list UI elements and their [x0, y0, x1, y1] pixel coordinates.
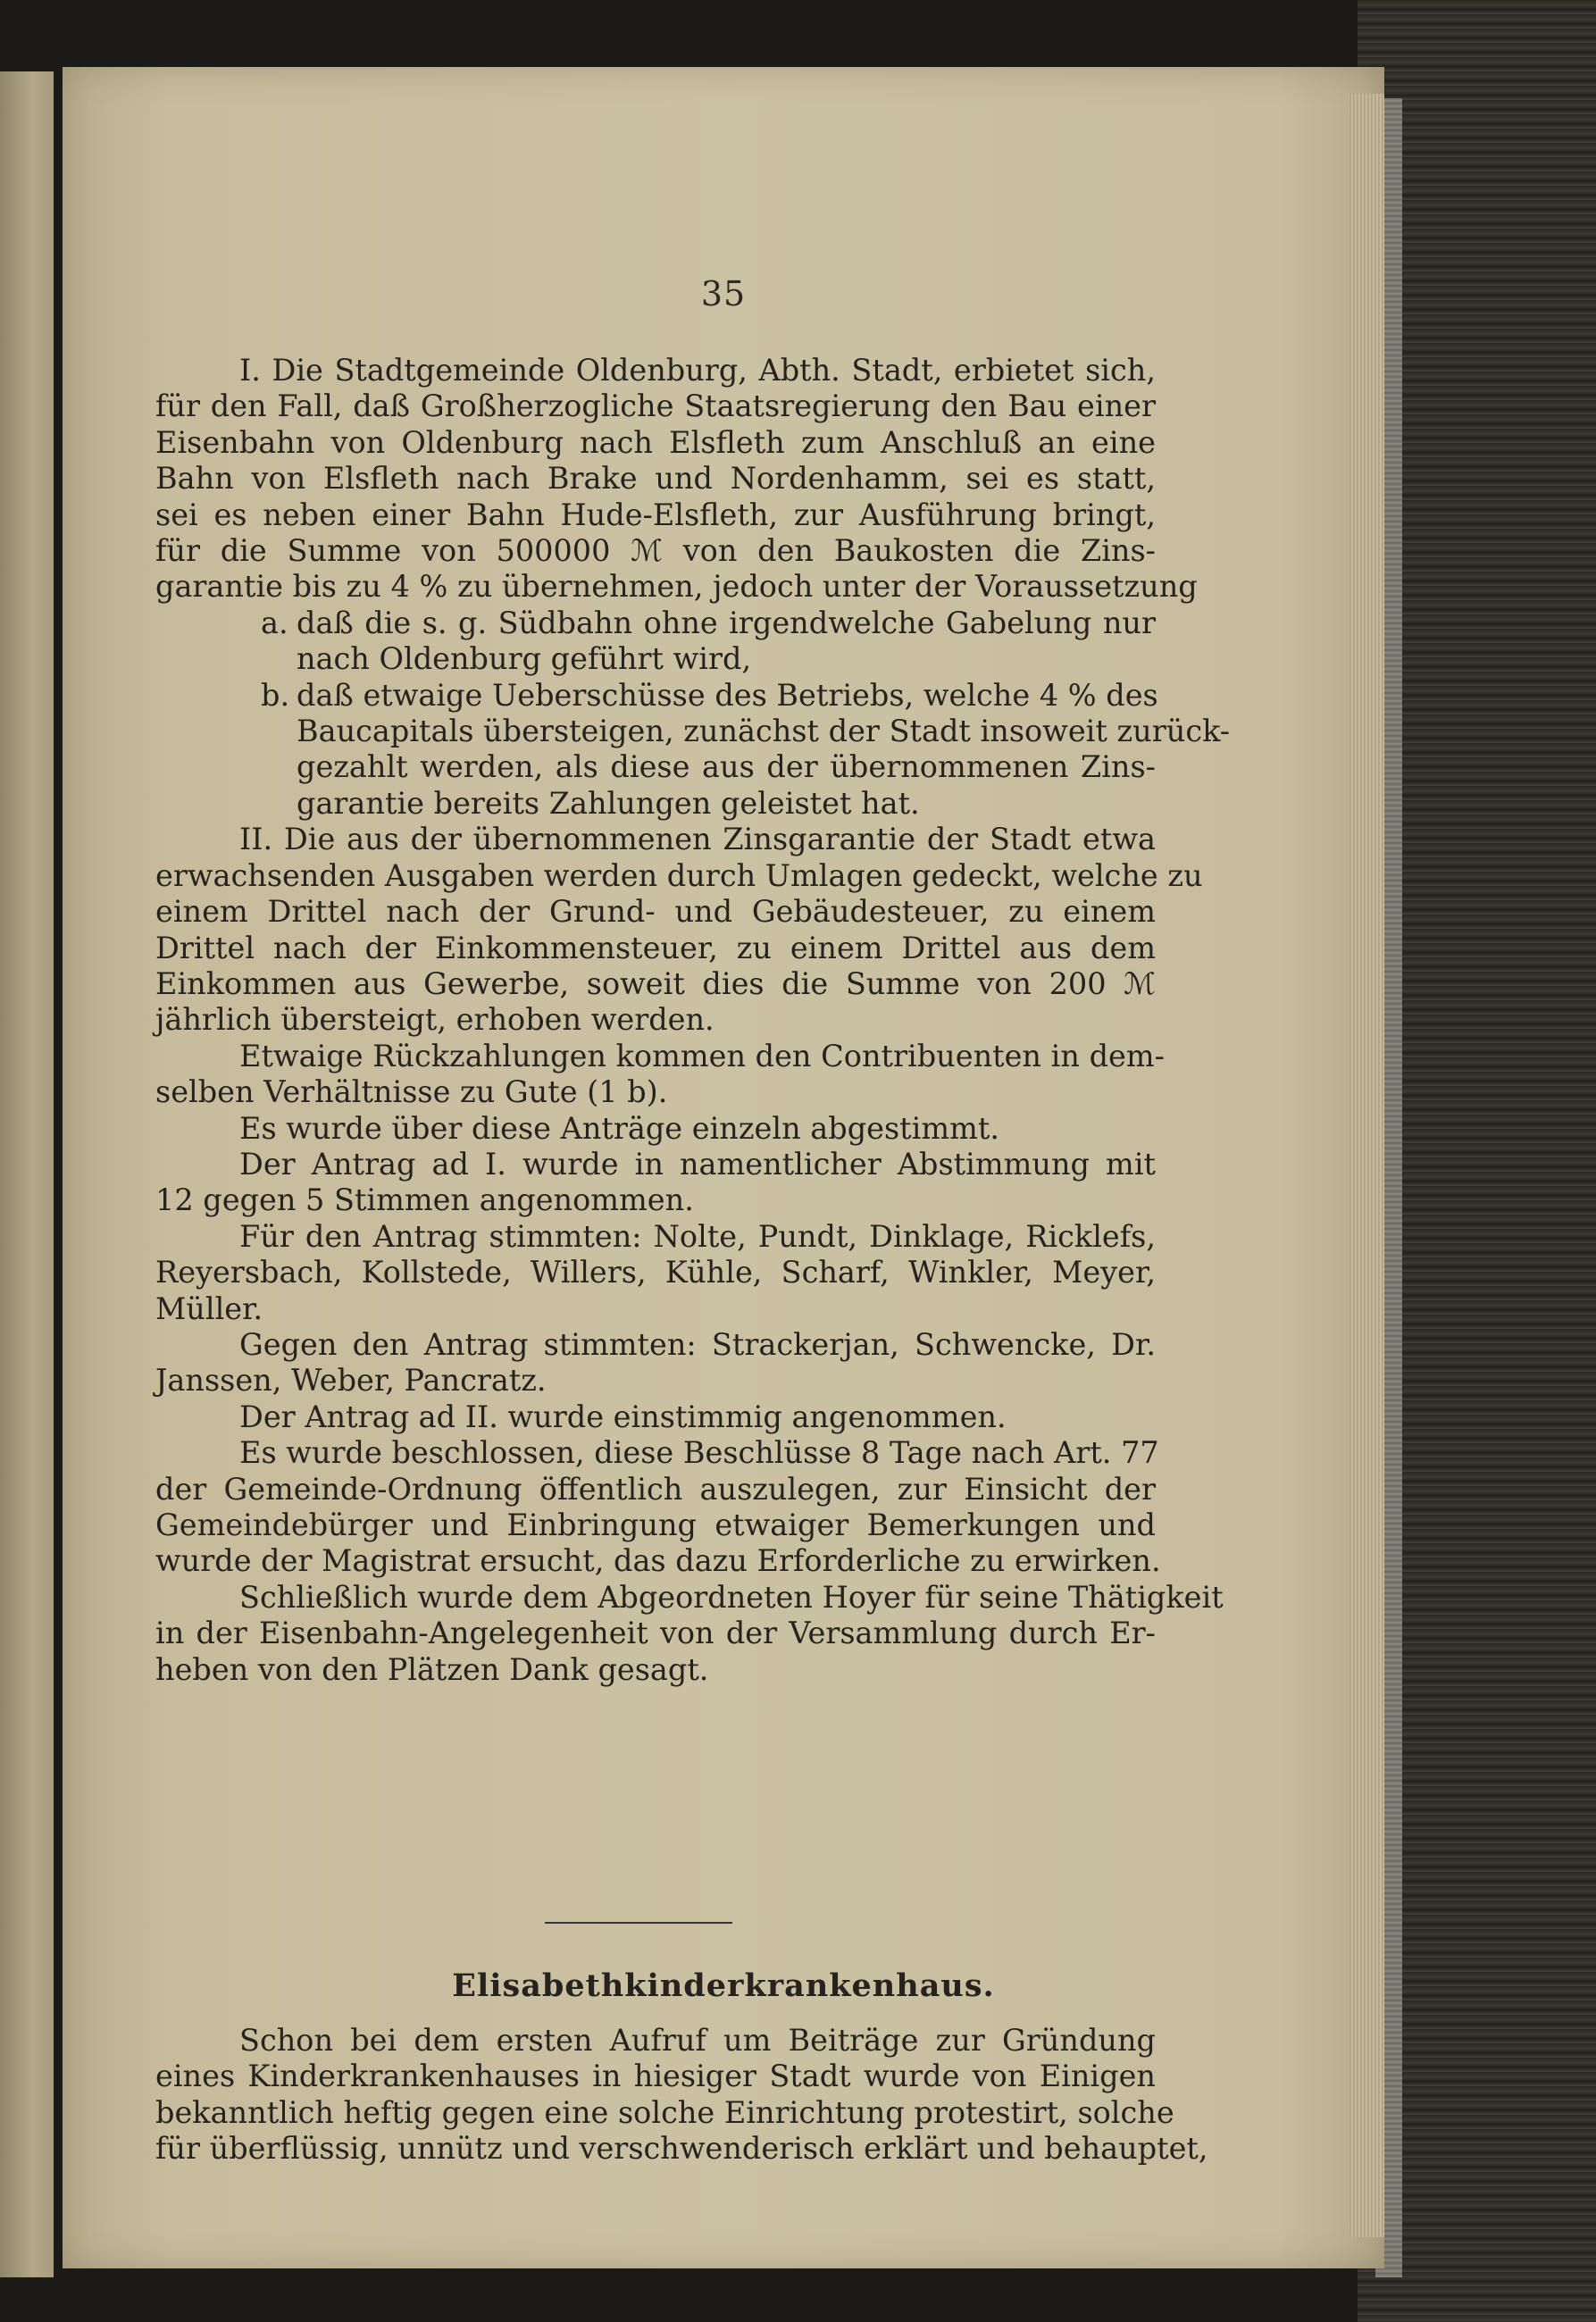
line-text: Drittel nach der Einkommensteuer, zu einem Drittel aus dem [155, 930, 1156, 965]
line-text: einem Drittel nach der Grund- und Gebäudesteuer, zu einem [155, 894, 1156, 930]
line-text: Es wurde beschlossen, diese Beschlüsse 8 Tage nach Art. 77 [239, 1435, 1159, 1471]
page-number: 35 [700, 274, 747, 313]
body-line [155, 1219, 1156, 1255]
line-text: Janssen, Weber, Pancratz. [155, 1363, 547, 1399]
body-line [155, 1399, 1156, 1435]
body-line [155, 1327, 1156, 1363]
line-text: 12 gegen 5 Stimmen angenommen. [155, 1182, 694, 1218]
body-line [155, 497, 1156, 533]
body-line [155, 786, 1156, 822]
line-text: sei es neben einer Bahn Hude-Elsfleth, zur Ausführung bringt, [155, 497, 1156, 532]
line-text: Baucapitals übersteigen, zunächst der Stadt insoweit zurück- [297, 714, 1231, 749]
section-line [155, 2059, 1156, 2094]
body-line [155, 678, 1156, 714]
body-line [155, 1363, 1156, 1399]
body-line [155, 1472, 1156, 1508]
line-text: in der Eisenbahn-Angelegenheit von der Versammlung durch Er- [155, 1616, 1156, 1651]
line-text: der Gemeinde-Ordnung öffentlich auszulegen, zur Einsicht der [155, 1471, 1156, 1507]
body-line [155, 606, 1156, 641]
left-page-edge [0, 71, 54, 2277]
body-line [155, 641, 1156, 677]
line-text: Gemeindebürger und Einbringung etwaiger Bemerkungen und [155, 1508, 1156, 1542]
body-line [155, 749, 1156, 785]
page-fore-edges [1349, 94, 1384, 2237]
body-line [155, 966, 1156, 1002]
line-text: eines Kinderkrankenhauses in hiesiger Stadt wurde von Einigen [155, 2059, 1156, 2094]
line-text: Der Antrag ad II. wurde einstimmig angenommen. [239, 1399, 1007, 1434]
line-text: daß die s. g. Südbahn ohne irgendwelche Gabelung nur [297, 605, 1156, 640]
section-line [155, 2131, 1208, 2167]
list-marker: a. [261, 605, 288, 640]
body-line [155, 1543, 1161, 1579]
section-line [155, 2023, 1156, 2059]
body-line [155, 1508, 1156, 1543]
body-line [155, 533, 1156, 569]
body-line [155, 857, 1203, 894]
line-text: Der Antrag ad I. wurde in namentlicher Abstimmung mit [239, 1146, 1156, 1182]
line-text: bekanntlich heftig gegen eine solche Einrichtung protestirt, solche [155, 2094, 1174, 2130]
line-text: Müller. [155, 1290, 263, 1326]
body-line [155, 1435, 1159, 1471]
line-text: garantie bis zu 4 % zu übernehmen, jedoch unter der Voraussetzung [155, 569, 1198, 605]
body-line [155, 353, 1156, 388]
line-text: für den Fall, daß Großherzogliche Staatsregierung den Bau einer [155, 388, 1156, 424]
line-text: Schon bei dem ersten Aufruf um Beiträge zur Gründung [239, 2023, 1156, 2058]
line-text: gezahlt werden, als diese aus der übernommenen Zins- [297, 749, 1156, 785]
body-line [155, 1652, 1156, 1688]
list-marker: b. [261, 677, 290, 713]
line-text: garantie bereits Zahlungen geleistet hat. [297, 785, 920, 821]
line-text: Bahn von Elsfleth nach Brake und Nordenhamm, sei es statt, [155, 461, 1156, 497]
body-line [155, 1074, 1156, 1110]
section-line [155, 2094, 1174, 2131]
line-text: nach Oldenburg geführt wird, [297, 641, 752, 677]
line-text: Gegen den Antrag stimmten: Strackerjan, Schwencke, Dr. [239, 1326, 1156, 1362]
body-line [155, 1579, 1224, 1616]
body-line [155, 425, 1156, 461]
section-text [155, 2023, 1208, 2167]
body-line [155, 1038, 1165, 1074]
section-title: Elisabethkinderkrankenhaus. [452, 1967, 995, 2004]
book-page [63, 67, 1384, 2268]
line-text: erwachsenden Ausgaben werden durch Umlagen gedeckt, welche zu [155, 857, 1203, 893]
section-divider [545, 1922, 732, 1924]
body-line [155, 822, 1156, 857]
body-line [155, 388, 1156, 424]
body-line [155, 1616, 1156, 1651]
line-text: Reyersbach, Kollstede, Willers, Kühle, Scharf, Winkler, Meyer, [155, 1255, 1156, 1290]
line-text: II. Die aus der übernommenen Zinsgarantie der Stadt etwa [239, 822, 1156, 857]
body-line [155, 461, 1156, 497]
body-line [155, 1255, 1156, 1290]
body-text [155, 353, 1231, 1688]
body-line [155, 1147, 1156, 1182]
line-text: heben von den Plätzen Dank gesagt. [155, 1651, 709, 1687]
body-line [155, 569, 1198, 605]
body-line [155, 931, 1156, 966]
line-text: Schließlich wurde dem Abgeordneten Hoyer für seine Thätigkeit [239, 1579, 1224, 1615]
line-text: jährlich übersteigt, erhoben werden. [155, 1002, 714, 1038]
body-line [155, 894, 1156, 930]
line-text: selben Verhältnisse zu Gute (1 b). [155, 1074, 668, 1110]
line-text: I. Die Stadtgemeinde Oldenburg, Abth. Stadt, erbietet sich, [239, 353, 1156, 388]
line-text: Eisenbahn von Oldenburg nach Elsfleth zum Anschluß an eine [155, 424, 1156, 460]
line-text: Einkommen aus Gewerbe, soweit dies die Summe von 200 ℳ [155, 965, 1156, 1001]
line-text: Für den Antrag stimmten: Nolte, Pundt, Dinklage, Ricklefs, [239, 1218, 1156, 1254]
body-line [155, 714, 1231, 749]
line-text: für überflüssig, unnütz und verschwenderisch erklärt und behauptet, [155, 2131, 1208, 2167]
body-line [155, 1111, 1156, 1147]
body-line [155, 1182, 1156, 1218]
body-line [155, 1002, 1156, 1038]
line-text: wurde der Magistrat ersucht, das dazu Erforderliche zu erwirken. [155, 1543, 1161, 1579]
line-text: Es wurde über diese Anträge einzeln abgestimmt. [239, 1110, 999, 1146]
line-text: daß etwaige Ueberschüsse des Betriebs, welche 4 % des [297, 677, 1158, 713]
line-text: für die Summe von 500000 ℳ von den Baukosten die Zins- [155, 533, 1156, 569]
line-text: Etwaige Rückzahlungen kommen den Contribuenten in dem- [239, 1038, 1165, 1073]
body-line [155, 1291, 1156, 1327]
